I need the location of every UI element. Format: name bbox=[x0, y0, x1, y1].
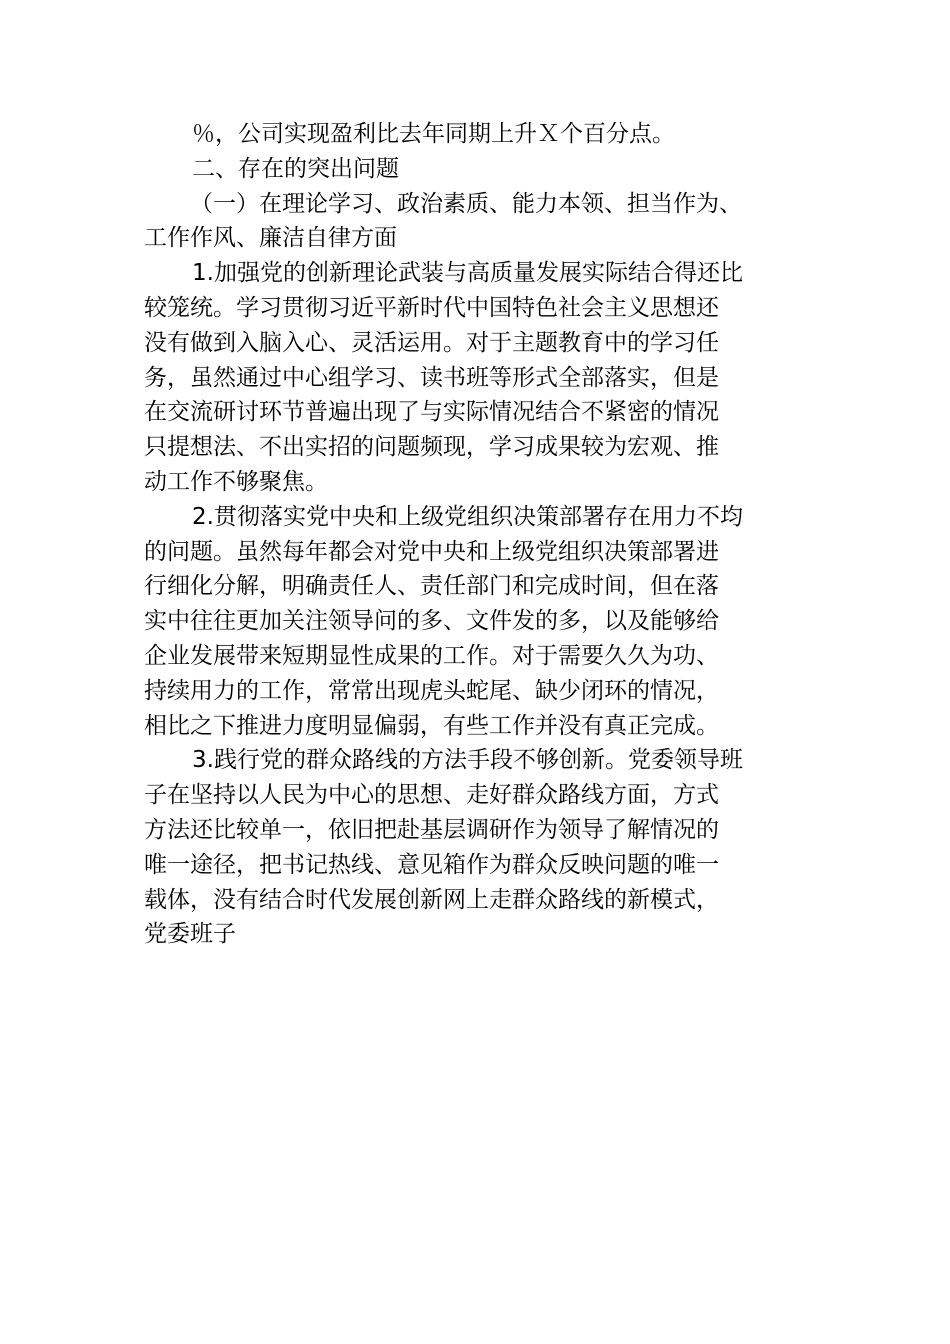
paragraph-3-line-6: 党委班子 bbox=[144, 921, 236, 948]
paragraph-3-line-4: 唯一途径，把书记热线、意见箱作为群众反映问题的唯一 bbox=[144, 851, 719, 878]
paragraph-3-line-1: 3.践行党的群众路线的方法手段不够创新。党委领导班 bbox=[192, 747, 743, 774]
paragraph-1-line-2: 较笼统。学习贯彻习近平新时代中国特色社会主义思想还 bbox=[144, 294, 719, 321]
document-body bbox=[144, 117, 808, 952]
paragraph-2-line-5: 企业发展带来短期显性成果的工作。对于需要久久为功、 bbox=[144, 642, 719, 669]
paragraph-1-line-3: 没有做到入脑入心、灵活运用。对于主题教育中的学习任 bbox=[144, 329, 719, 356]
paragraph-2-line-3: 行细化分解，明确责任人、责任部门和完成时间，但在落 bbox=[144, 573, 719, 600]
paragraph-2-line-7: 相比之下推进力度明显偏弱，有些工作并没有真正完成。 bbox=[144, 712, 719, 739]
paragraph-3-line-5: 载体，没有结合时代发展创新网上走群众路线的新模式， bbox=[144, 886, 719, 913]
paragraph-2-line-2: 的问题。虽然每年都会对党中央和上级党组织决策部署进 bbox=[144, 538, 719, 565]
paragraph-3-line-2: 子在坚持以人民为中心的思想、走好群众路线方面，方式 bbox=[144, 782, 719, 809]
paragraph-1-line-1: 1.加强党的创新理论武装与高质量发展实际结合得还比 bbox=[192, 260, 743, 287]
text-line-1: ％，公司实现盈利比去年同期上升Ｘ个百分点。 bbox=[192, 121, 675, 147]
subsection-heading-line-1: （一）在理论学习、政治素质、能力本领、担当作为、 bbox=[190, 190, 742, 217]
paragraph-1-line-6: 只提想法、不出实招的问题频现，学习成果较为宏观、推 bbox=[144, 434, 719, 461]
subsection-heading-line-2: 工作作风、廉洁自律方面 bbox=[144, 225, 397, 252]
paragraph-2-line-4: 实中往往更加关注领导问的多、文件发的多，以及能够给 bbox=[144, 608, 719, 635]
section-heading: 二、存在的突出问题 bbox=[192, 155, 399, 182]
paragraph-1-line-4: 务，虽然通过中心组学习、读书班等形式全部落实，但是 bbox=[144, 364, 719, 391]
paragraph-1-line-7: 动工作不够聚焦。 bbox=[144, 468, 328, 495]
paragraph-2-line-6: 持续用力的工作，常常出现虎头蛇尾、缺少闭环的情况， bbox=[144, 677, 719, 704]
paragraph-1-line-5: 在交流研讨环节普遍出现了与实际情况结合不紧密的情况 bbox=[144, 399, 719, 426]
paragraph-2-line-1: 2.贯彻落实党中央和上级党组织决策部署存在用力不均 bbox=[192, 503, 743, 530]
paragraph-3-line-3: 方法还比较单一，依旧把赴基层调研作为领导了解情况的 bbox=[144, 816, 719, 843]
